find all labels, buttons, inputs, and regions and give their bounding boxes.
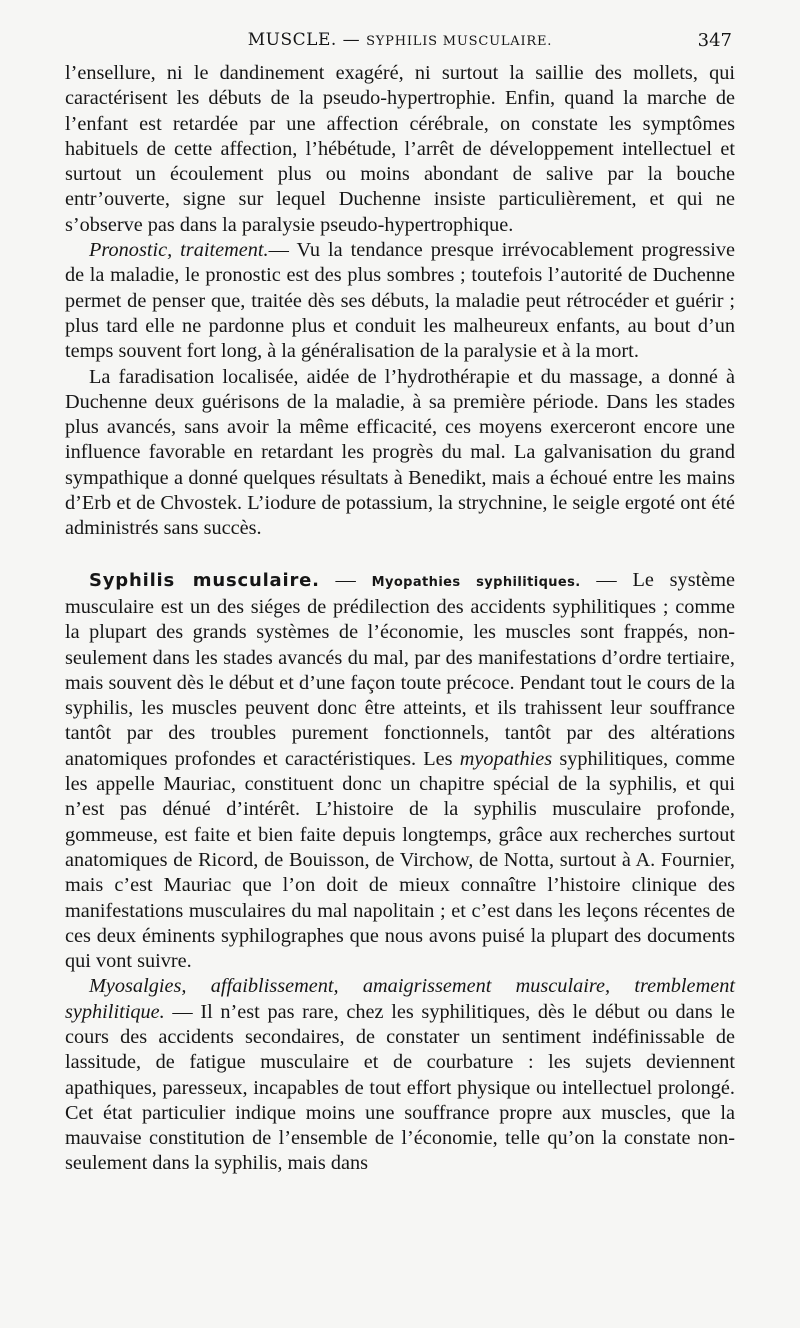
header-title: MUSCLE. <box>247 30 337 50</box>
subheading-dash: — <box>580 568 633 591</box>
heading-dash: — <box>319 568 372 591</box>
running-title <box>0 30 800 50</box>
page-body <box>65 61 735 1177</box>
running-header <box>0 30 800 58</box>
paragraph-faradisation: La faradisation localisée, aidée de l’hydrothérapie et du massage, a donné à Duchenne deux guérisons de la maladie, à sa première période. Dans les stades plus avancés, sans avoir la même efficacité, ces moyens exerceront encore une influence favorable en retardant les progrès du mal. La galvanisation du grand sympathique a donné quelques résultats à Benedikt, mais a échoué entre les mains d’Erb et de Chvostek. L’iodure de potassium, la strychnine, le seigle ergoté ont été administrés sans succès. <box>65 365 735 540</box>
paragraph-pronostic-text: — Vu la tendance presque irrévocablement progressive de la maladie, le pronostic est des plus sombres ; toutefois l’autorité de Duchenne permet de penser que, traitée dès ses débuts, la maladie peut rétrocéder et guérir ; plus tard elle ne pardonne plus et conduit les malheureux enfants, au bout d’un temps souvent fort long, à la généralisation de la paralysie et à la mort. <box>65 239 735 363</box>
paragraph-continuation: l’ensellure, ni le dandinement exagéré, ni surtout la saillie des mollets, qui caractérisent les débuts de la pseudo-hypertrophie. Enfin, quand la marche de l’enfant est retardée par une affection cérébrale, on constate les symptômes habituels de cette affection, l’hébétude, l’arrêt de développement intellectuel et surtout un écoulement plus ou moins abondant de salive par la bouche entr’ouverte, signe sur lequel Duchenne insiste particulièrement, et qui ne s’observe pas dans la paralysie pseudo-hypertrophique. <box>65 62 735 236</box>
paragraph-pronostic <box>65 238 735 364</box>
paragraph-myosalgies <box>65 974 735 1176</box>
section-subheading: Myopathies syphilitiques. <box>371 574 581 590</box>
italic-term: myopathies <box>459 747 553 770</box>
paragraph-text-part2: syphilitiques, comme les appelle Mauriac, constituent donc un chapitre spécial de la syphilis, et qui n’est pas dénué d’intérêt. L’histoire de la syphilis musculaire profonde, gommeuse, est faite et bien faite depuis longtemps, grâce aux recherches surtout anatomiques de Ricord, de Bouisson, de Virchow, de Notta, surtout à A. Fournier, mais c’est Mauriac que l’on doit de mieux connaître l’histoire clinique des manifestations musculaires du mal napolitain ; et c’est dans les leçons récentes de ces deux éminents syphilographes que nous avons puisé la plupart des documents qui vont suivre. <box>65 747 736 973</box>
header-subtitle: SYPHILIS MUSCULAIRE. <box>366 34 553 49</box>
paragraph-myosalgies-text: — Il n’est pas rare, chez les syphilitiques, dès le début ou dans le cours des accidents secondaires, de constater un sentiment indéfinissable de lassitude, de fatigue musculaire et de courbature : les sujets deviennent apathiques, paresseux, incapables de tout effort physique ou intellectuel prolongé. Cet état particulier indique moins une souffrance propre aux muscles, que la mauvaise constitution de l’ensemble de l’économie, telle qu’on la constate non-seulement dans la syphilis, mais dans <box>65 1000 735 1175</box>
paragraph-syphilis-musculaire <box>65 568 735 975</box>
paragraph-text-part1: Le système musculaire est un des siéges de prédilection des accidents syphilitiques ; comme la plupart des grands systèmes de l’économie, les muscles sont frappés, non-seulement dans les stades avancés du mal, par des manifestations d’ordre tertiaire, mais souvent dès le début et d’une façon toute précoce. Pendant tout le cours de la syphilis, les muscles peuvent donc être atteints, et ils trahissent leur souffrance tantôt par des troubles purement fonctionnels, tantôt par des altérations anatomiques profondes et caractéristiques. Les <box>65 568 735 770</box>
section-heading: Syphilis musculaire. <box>89 569 320 591</box>
section-lead-pronostic: Pronostic, traitement. <box>89 239 269 262</box>
section-lead-myosalgies: Myosalgies, affaiblissement, amaigrissement musculaire, tremblement syphilitique. <box>65 975 735 1023</box>
page-number: 347 <box>697 30 732 51</box>
header-dash: — <box>336 30 367 50</box>
